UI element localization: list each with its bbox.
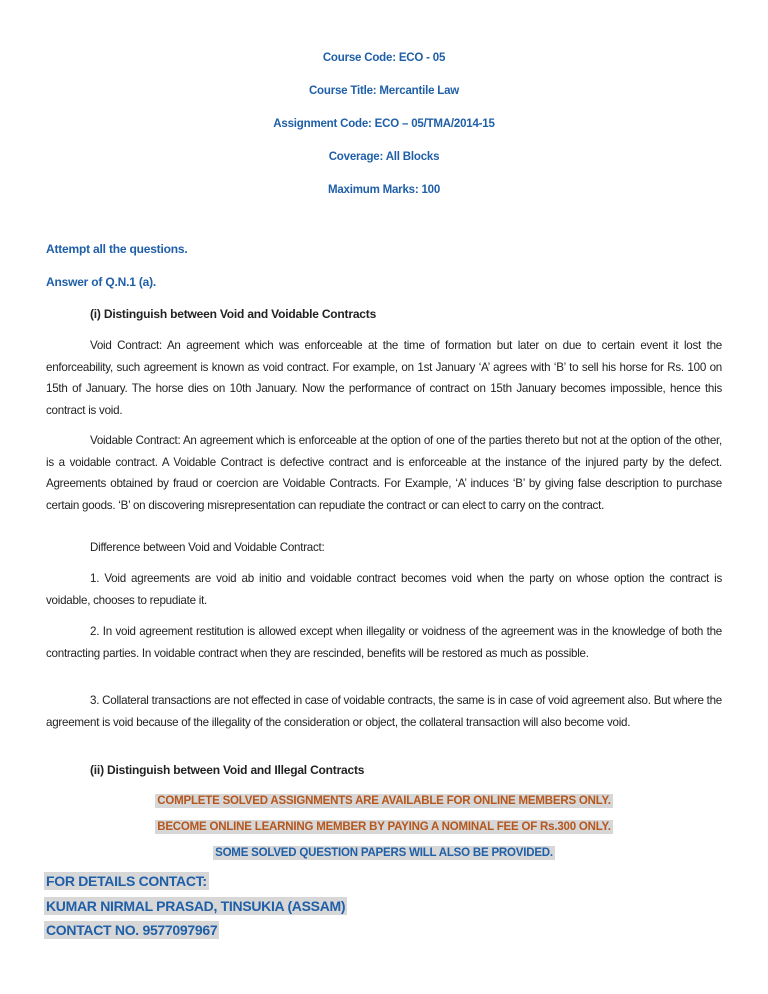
course-title: Course Title: Mercantile Law <box>308 85 460 97</box>
difference-point-2: 2. In void agreement restitution is allowed except when illegality or voidness of the agreement was in the knowledge of both the contracting parties. In voidable contract when they are rescinded, benefits will be restored as much as possible. <box>46 625 722 660</box>
contact-name: KUMAR NIRMAL PRASAD, TINSUKIA (ASSAM) <box>46 898 346 914</box>
instructions: Attempt all the questions. <box>46 242 188 256</box>
difference-point-1: 1. Void agreements are void ab initio and voidable contract becomes void when the party on whose option the contract is voidable, chooses to repudiate it. <box>46 572 722 607</box>
promo-line-3: SOME SOLVED QUESTION PAPERS WILL ALSO BE PROVIDED. <box>215 847 553 859</box>
difference-heading: Difference between Void and Voidable Contract: <box>90 541 325 554</box>
contact-number: CONTACT NO. 9577097967 <box>46 922 218 938</box>
section1-title: (i) Distinguish between Void and Voidable Contracts <box>90 307 377 321</box>
voidable-contract-paragraph: Voidable Contract: An agreement which is enforceable at the option of one of the parties thereto but not at the option of the other, is a voidable contract. A Voidable Contract is defective contract and is enforceable at the instance of the injured party by the defect. Agreements obtained by fraud or coercion are Voidable Contracts. For Example, ‘A’ induces ‘B’ by giving false description to purchase certain goods. ‘B’ on discovering misrepresentation can repudiate the contract or can elect to carry on the contract. <box>46 434 722 512</box>
section2-title: (ii) Distinguish between Void and Illegal Contracts <box>90 763 365 777</box>
maximum-marks: Maximum Marks: 100 <box>327 184 441 196</box>
difference-point-3: 3. Collateral transactions are not effected in case of voidable contracts, the same is in case of void agreement also. But where the agreement is void because of the illegality of the consideration or object, the collateral transaction will also become void. <box>46 694 722 729</box>
contact-heading: FOR DETAILS CONTACT: <box>46 873 207 889</box>
course-code: Course Code: ECO - 05 <box>322 52 446 64</box>
promo-line-1: COMPLETE SOLVED ASSIGNMENTS ARE AVAILABLE FOR ONLINE MEMBERS ONLY. <box>157 795 611 807</box>
promo-line-2: BECOME ONLINE LEARNING MEMBER BY PAYING A NOMINAL FEE OF Rs.300 ONLY. <box>157 821 611 833</box>
void-contract-paragraph: Void Contract: An agreement which was enforceable at the time of formation but later on due to certain event it lost the enforceability, such agreement is known as void contract. For example, on 1st January ‘A’ agrees with ‘B’ to sell his horse for Rs. 100 on 15th of January. The horse dies on 10th January. Now the performance of contract on 15th January becomes impossible, hence this contract is void. <box>46 339 722 417</box>
coverage: Coverage: All Blocks <box>328 151 440 163</box>
assignment-code: Assignment Code: ECO – 05/TMA/2014-15 <box>273 118 495 130</box>
answer-heading: Answer of Q.N.1 (a). <box>46 275 157 289</box>
